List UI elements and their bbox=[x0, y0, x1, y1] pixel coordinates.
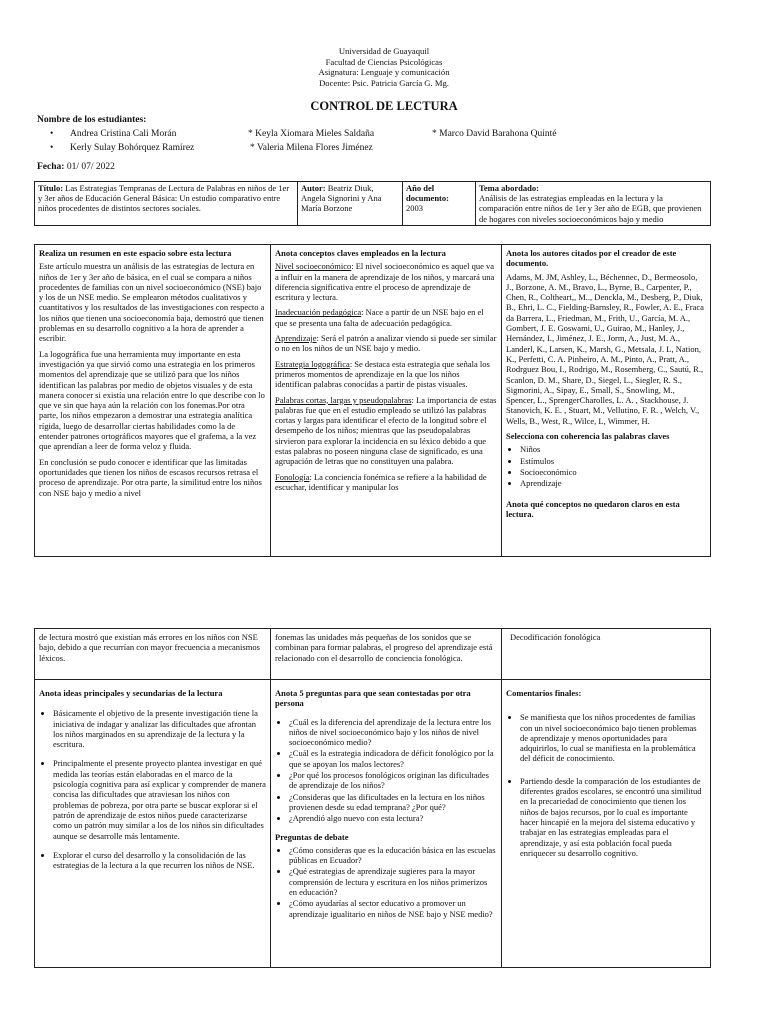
summary-paragraph: Este artículo muestra un análisis de las estrategias de lectura en niños de 1er y 3er año de básica, en el cual se compara a niños procedentes de familias con un nivel socioeconómico (NSE) bajo y los de un NSE medio. Se emplearon métodos cualitativos y cuantitativos y los resultados de las investigaciones con respecto a los niños que tienen una socioeconomía baja, demostró que tienen problemas en su desarrollo cognitivo a la hora de aprender a escribir. bbox=[39, 261, 265, 344]
concept-definition: : Nace a partir de un NSE bajo en el que se presenta una falta de adecuación pedagógica. bbox=[275, 307, 484, 328]
unclear-concepts-heading: Anota qué conceptos no quedaron claros en esta lectura. bbox=[506, 498, 680, 519]
authors-heading: Anota los autores citados por el creador de este documento. bbox=[506, 248, 677, 269]
reading-title: Las Estrategias Tempranas de Lectura de Palabras en niños de 1er y 3er años de Educación General Básica: Un estudio comparativo entre niños procedentes de distintos sectores sociales. bbox=[38, 183, 290, 214]
summary-continued: de lectura mostró que existían más errores en los niños con NSE bajo, debido a que recurrían con mayor frecuencia a mecanismos léxicos. bbox=[39, 632, 260, 663]
comment-item: • Partiendo desde la comparación de los estudiantes de diferentes grados escolares, se encontró una similitud en la precariedad de conocimiento que tienen los niños de bajos recursos, por lo cual es importante hacer hincapié en la mejora del sistema educativo y trabajar en las estrategias empleadas para el aprendizaje, y así esta población focal pueda enriquecer su desarrollo cognitivo. bbox=[520, 776, 706, 858]
topic-label: Tema abordado: bbox=[479, 183, 539, 193]
reading-grid-lower bbox=[34, 628, 711, 968]
concept-term: Palabras cortas, largas y pseudopalabras bbox=[275, 394, 412, 405]
student-bullet: • bbox=[50, 129, 54, 139]
concept-definition: : La importancia de estas palabras fue que en el estudio empleado se utilizó las palabras cortas y largas para identificar el efecto de la longitud sobre el desempeño de los niños; mientras que las pseudopalabras sirvieron para explorar la incidencia en su léxico debido a que estas palabras no poseen ninguna clase de significado, es una agrupación de letras que no constituyen una palabra. bbox=[275, 394, 497, 467]
concept-term: Nivel socioeconómico bbox=[275, 261, 352, 272]
keyword-item: • Niños bbox=[520, 444, 706, 454]
document-title: CONTROL DE LECTURA bbox=[310, 99, 458, 113]
concept-definition: : Será el patrón a analizar viendo si puede ser similar o no en los niños de un NSE bajo y medio. bbox=[275, 333, 497, 354]
idea-item: • Básicamente el objetivo de la presente investigación tiene la iniciativa de indagar y analizar las dificultades que afrontan los niños marginados en su aprendizaje de la lectura y la escritura. bbox=[53, 708, 266, 749]
debate-item: • ¿Qué estrategias de aprendizaje sugieres para la mayor comprensión de lectura y escritura en los niños primerizos en educación? bbox=[289, 866, 497, 897]
ideas-heading: Anota ideas principales y secundarias de la lectura bbox=[39, 688, 223, 698]
concepts-column bbox=[271, 245, 502, 556]
university-name: Universidad de Guayaquil bbox=[338, 46, 430, 56]
summary-paragraph: En conclusión se pudo conocer e identificar que las limitadas oportunidades que tienen los niños de escasos recursos retrasa el proceso de aprendizaje. Por otra parte, la similitud entre los niños con NSE bajo y medio a nivel bbox=[39, 456, 262, 498]
concept-term: Fonología bbox=[275, 471, 310, 482]
title-label: Título: bbox=[38, 183, 64, 193]
concept-definition: : El nivel socioeconómico es aquel que va a influir en la manera de aprendizaje de los niños, y marcará una diferencia significativa entre el proceso de aprendizaje de escritura y lectura. bbox=[275, 261, 495, 303]
faculty-name: Facultad de Ciencias Psicológicas bbox=[325, 56, 443, 67]
keyword-item: • Estímulos bbox=[520, 456, 706, 466]
keywords-list bbox=[506, 444, 706, 488]
debate-item: • ¿Cómo consideras que es la educación básica en las escuelas públicas en Ecuador? bbox=[289, 845, 497, 866]
unclear-concepts-value: Decodificación fonológica bbox=[510, 632, 601, 642]
summary-heading: Realiza un resumen en este espacio sobre esta lectura bbox=[39, 248, 232, 258]
concepts-continued: fonemas las unidades más pequeñas de los sonidos que se combinan para formar palabras, el progreso del aprendizaje está relacionado con el desarrollo de conciencia fonológica. bbox=[275, 632, 493, 663]
concept-term: Inadecuación pedagógica bbox=[275, 307, 362, 318]
students-label: Nombre de los estudiantes: bbox=[37, 115, 147, 125]
questions-cell bbox=[271, 680, 502, 967]
student-bullet: • bbox=[50, 143, 54, 153]
author-value: Beatriz Diuk, Angela Signorini y Ana María Borzone bbox=[301, 183, 382, 214]
question-item: • ¿Cuál es la estrategia indicadora de déficit fonológico por la que se apoyan los malos lectores? bbox=[289, 748, 497, 769]
topic-value: Análisis de las estrategias empleadas en la lectura y la comparación entre niños de 1er y 3er año de EGB, que provienen de hogares con niveles socioeconómicos bajo y medio bbox=[479, 193, 702, 224]
question-item: • ¿Cuál es la diferencia del aprendizaje de la lectura entre los niños de nivel socioeconómico bajo y los niños de nivel socioeconómico medio? bbox=[289, 717, 497, 748]
teacher-name: Docente: Psic. Patricia García G. Mg. bbox=[319, 77, 449, 88]
student-name: Kerly Sulay Bohórquez Ramírez bbox=[70, 143, 195, 153]
title-cell bbox=[35, 182, 298, 226]
question-item: • ¿Aprendió algo nuevo con esta lectura? bbox=[289, 813, 497, 823]
idea-item: • Explorar el curso del desarrollo y la consolidación de las estrategias de la lectura a la que recurren los niños de NSE. bbox=[53, 850, 266, 871]
year-label: Año del documento: bbox=[406, 183, 449, 204]
question-item: • ¿Por qué los procesos fonológicos originan las dificultades de aprendizaje de los niños? bbox=[289, 770, 497, 791]
year-cell bbox=[403, 182, 476, 226]
debate-item: • ¿Cómo ayudarías al sector educativo a promover un aprendizaje igualitario en niños de NSE bajo y NSE medio? bbox=[289, 898, 497, 919]
keyword-item: • Aprendizaje bbox=[520, 478, 706, 488]
subject-name: Asignatura: Lenguaje y comunicación bbox=[318, 67, 450, 78]
keyword-item: • Socioeconómico bbox=[520, 467, 706, 477]
year-value: 2003 bbox=[406, 203, 423, 214]
comment-item: • Se manifiesta que los niños procedentes de familias con un nivel socioeconómico bajo tienen problemas de aprendizaje y menos oportunidades para adquirirlos, lo cual se manifiesta en la problemática del déficit de conocimiento. bbox=[520, 712, 706, 763]
document-info-table bbox=[34, 181, 711, 226]
date-line bbox=[37, 162, 115, 172]
topic-cell bbox=[476, 182, 711, 226]
final-comments-list bbox=[506, 712, 706, 858]
author-cell bbox=[298, 182, 403, 226]
summary-column bbox=[35, 245, 271, 556]
concept-item bbox=[275, 359, 497, 390]
concept-definition: : Se destaca esta estrategia que señala los primeros momentos de aprendizaje en la que los niños identifican palabras conocidas a partir de pistas visuales. bbox=[275, 358, 490, 390]
concept-term: Estrategia logográfica bbox=[275, 358, 350, 369]
concept-item bbox=[275, 261, 497, 302]
final-comments-heading: Comentarios finales: bbox=[506, 688, 582, 698]
concept-item bbox=[275, 333, 497, 354]
ideas-cell bbox=[35, 680, 271, 967]
date-label: Fecha: bbox=[37, 162, 65, 172]
date-value: 01/ 07/ 2022 bbox=[66, 162, 115, 172]
authors-column bbox=[502, 245, 710, 556]
student-name: * Valeria Milena Flores Jiménez bbox=[250, 143, 373, 153]
questions-heading: Anota 5 preguntas para que sean contestadas por otra persona bbox=[275, 688, 471, 709]
final-comments-cell bbox=[502, 680, 710, 967]
summary-paragraph: La logográfica fue una herramienta muy importante en esta investigación ya que sirvió como una estrategia en los primeros momentos del aprendizaje que se utilizó para que los niños identifican las palabras por medio de objetos visuales y de esta manera conocer si existía una relación entre lo que describe con lo que ve sin que haya aún la relación con los fonemas.Por otra parte, los niños empezaron a demostrar una estrategia analítica rígida, luego de desarrollar ciertas habilidades como la de entender patrones ortográficos mayores que el grafema, a la vez que aprendían a leer de forma veloz y fluida. bbox=[39, 348, 265, 452]
author-label: Autor: bbox=[301, 183, 326, 193]
idea-item: • Principalmente el presente proyecto plantea investigar en qué medida las teorías están elaboradas en el marco de la psicología cognitiva para así explicar y comprender de manera concisa las dificultades que atraviesan los niños con problemas de pobreza, por otra parte se buscar explorar si el patrón de aprendizaje de estos niños puede caracterizarse como un patrón muy similar a los de los niños sin dificultades aunque se desarrolle más lentamente. bbox=[53, 758, 266, 840]
ideas-list bbox=[39, 708, 266, 870]
concept-item bbox=[275, 307, 497, 328]
unclear-concepts-cell bbox=[502, 629, 710, 679]
authors-list: Adams, M. JM, Ashley, L., Béchennec, D., Bermeosolo, J., Borzone, A. M., Bravo, L., Byrne, B., Carpenter, P., Chen, R., Coltheart,, M.., Denckla, M., Desberg, P., Diuk, B., Ehri, L. C., Fielding-Barnsley, R., Fowler, A. E., Fraca da Barrera, L., Friedman, M., Frith, U., García, M. A., Gombert, J. E. Goswami, U., Guirao, M., Hanley, J., Hernández, I., Jiménez, J. E., Jorm, A., Just, M. A., Landerl, K., Larsen, K., Marsh, G., Metsala, J. L, Nation, K., Perfetti, C. A. Pinheiro, A. M., Pinto, A., Pratt, A., Rodrguez Bou, I., Rodrigo, M., Rosemberg, C., Sautú, R., Scanlon, D. M., Share, D., Siegel, L., Siegler, R. S., Sigmorini, A., Sipay, E., Small, S., Snowling, M., Spencer, L., SprengerCharolles, L. A. , Stackhouse, J. Stanovich, K. E. , Stuart, M., Vellutino, F. R. , Welch, V., Wells, B., West, R., Wilce, L, Wimmer, H. bbox=[506, 271, 704, 426]
question-item: • ¿Consideras que las dificultades en la lectura en los niños provienen desde su edad temprana? ¿Por qué? bbox=[289, 792, 497, 813]
concept-item bbox=[275, 395, 497, 467]
concepts-continued-cell bbox=[271, 629, 502, 679]
student-name: Andrea Cristina Cali Morán bbox=[70, 129, 177, 139]
concept-definition: : La conciencia fonémica se refiere a la habilidad de escuchar, identificar y manipular los bbox=[275, 471, 487, 492]
debate-heading: Preguntas de debate bbox=[275, 831, 349, 842]
concept-item bbox=[275, 472, 497, 493]
keywords-heading: Selecciona con coherencia las palabras claves bbox=[506, 431, 670, 442]
student-name: * Keyla Xiomara Mieles Saldaña bbox=[248, 129, 375, 139]
student-name: * Marco David Barahona Quinté bbox=[432, 129, 557, 139]
questions-list bbox=[275, 717, 497, 824]
document-header bbox=[0, 46, 768, 88]
concepts-heading: Anota conceptos claves empleados en la lectura bbox=[275, 248, 446, 258]
concept-term: Aprendizaje bbox=[275, 333, 317, 344]
summary-continued-cell bbox=[35, 629, 271, 679]
debate-list bbox=[275, 845, 497, 919]
reading-grid-upper bbox=[34, 244, 711, 557]
